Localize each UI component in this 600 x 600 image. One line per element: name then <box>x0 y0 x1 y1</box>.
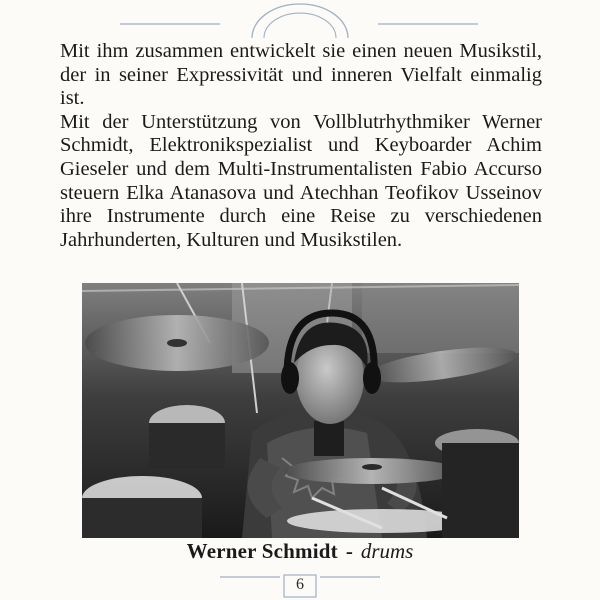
caption-role: drums <box>360 539 414 563</box>
photo-caption <box>0 539 600 563</box>
caption-name: Werner Schmidt <box>186 539 338 563</box>
drummer-photo <box>82 283 519 538</box>
header-ornament <box>0 0 600 40</box>
paragraph-2: Mit der Unterstützung von Vollblutrhythmiker Werner Schmidt, Elektronikspezialist und Keyboarder Achim Gieseler und dem Multi-Instrumentalisten Fabio Accurso steuern Elka Atanasova und Atechhan Teofikov Usseinov ihre Instrumente durch eine Reise zu verschiedenen Jahrhunderten, Kulturen und Musikstilen. <box>60 110 542 251</box>
paragraph-1: Mit ihm zusammen entwickelt sie einen neuen Musikstil, der in seiner Expressivität und inneren Vielfalt einmalig ist. <box>60 40 542 110</box>
caption-separator: - <box>345 539 353 563</box>
page-number: 6 <box>296 576 304 593</box>
drummer-photo-illustration <box>82 283 519 538</box>
body-text <box>60 40 542 252</box>
